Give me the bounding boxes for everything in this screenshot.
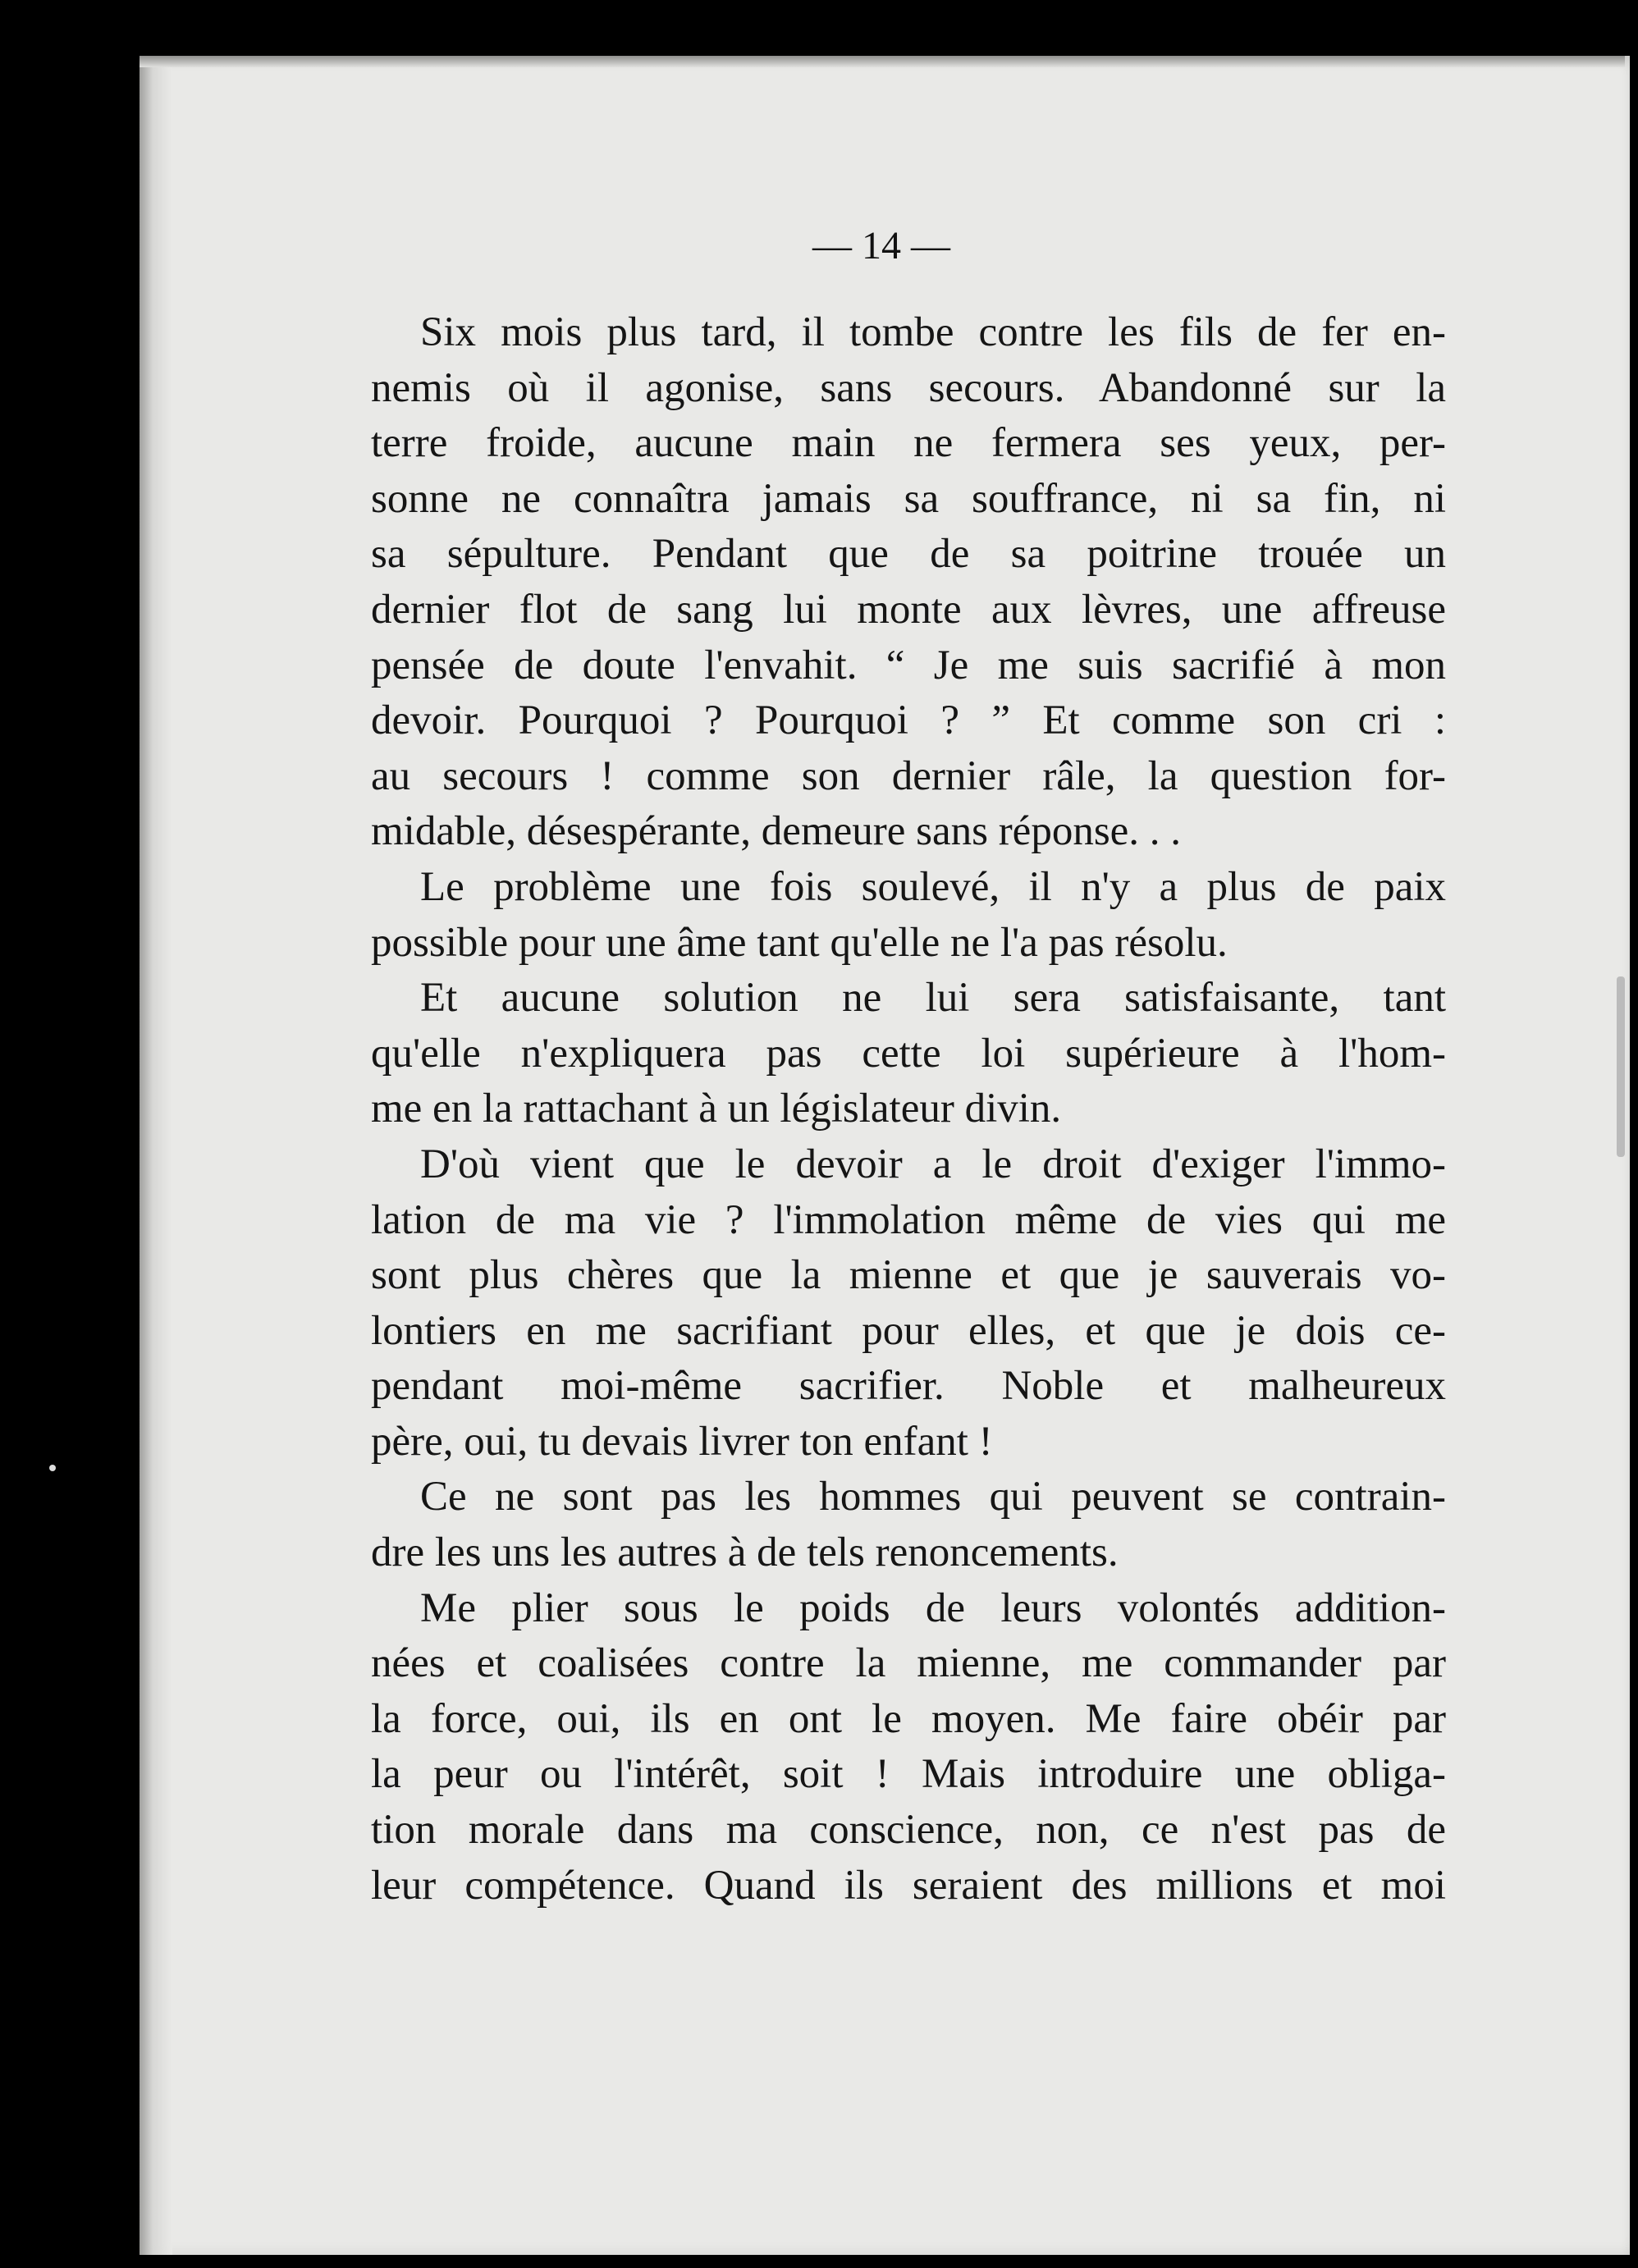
body-text — [371, 305, 1446, 1914]
page-number: — 14 — — [812, 224, 950, 267]
text-line: pendant moi-même sacrifier. Noble et malheureux — [371, 1363, 1446, 1410]
text-line: la peur ou l'intérêt, soit ! Mais introduire une obliga- — [371, 1751, 1446, 1798]
text-line: devoir. Pourquoi ? Pourquoi ? ” Et comme son cri : — [371, 697, 1446, 744]
text-line: sa sépulture. Pendant que de sa poitrine trouée un — [371, 531, 1446, 578]
text-line: pensée de doute l'envahit. “ Je me suis sacrifié à mon — [371, 642, 1446, 688]
text-line: Ce ne sont pas les hommes qui peuvent se contrain- — [420, 1474, 1446, 1520]
text-line: terre froide, aucune main ne fermera ses yeux, per- — [371, 420, 1446, 467]
scan-speck — [49, 1465, 56, 1471]
scan-speck — [1617, 976, 1625, 1157]
text-line: lontiers en me sacrifiant pour elles, et que je dois ce- — [371, 1307, 1446, 1354]
text-line: père, oui, tu devais livrer ton enfant ! — [371, 1418, 993, 1465]
text-line: midable, désespérante, demeure sans réponse. . . — [371, 808, 1182, 855]
text-line: me en la rattachant à un législateur divin. — [371, 1086, 1062, 1132]
text-line: dre les uns les autres à de tels renoncements. — [371, 1530, 1119, 1576]
text-line: tion morale dans ma conscience, non, ce n'est pas de — [371, 1807, 1446, 1854]
text-line: nées et coalisées contre la mienne, me commander par — [371, 1640, 1446, 1687]
page-top-edge — [140, 56, 1625, 67]
text-line: D'où vient que le devoir a le droit d'exiger l'immo- — [420, 1141, 1446, 1187]
text-line: sonne ne connaîtra jamais sa souffrance, ni sa fin, ni — [371, 475, 1446, 522]
text-line: qu'elle n'expliquera pas cette loi supérieure à l'hom- — [371, 1030, 1446, 1077]
text-line: Et aucune solution ne lui sera satisfaisante, tant — [420, 975, 1446, 1022]
text-line: dernier flot de sang lui monte aux lèvres, une affreuse — [371, 586, 1446, 633]
text-line: lation de ma vie ? l'immolation même de vies qui me — [371, 1196, 1446, 1243]
text-line: Me plier sous le poids de leurs volontés addition- — [420, 1584, 1446, 1631]
text-line: nemis où il agonise, sans secours. Abandonné sur la — [371, 364, 1446, 411]
text-line: au secours ! comme son dernier râle, la question for- — [371, 752, 1446, 799]
text-line: possible pour une âme tant qu'elle ne l'a pas résolu. — [371, 919, 1228, 966]
text-line: Le problème une fois soulevé, il n'y a plus de paix — [420, 863, 1446, 910]
text-line: la force, oui, ils en ont le moyen. Me faire obéir par — [371, 1695, 1446, 1742]
page-gutter-shadow — [140, 56, 172, 2255]
text-line: sont plus chères que la mienne et que je sauverais vo- — [371, 1252, 1446, 1299]
text-line: Six mois plus tard, il tombe contre les fils de fer en- — [420, 309, 1446, 355]
text-line: leur compétence. Quand ils seraient des millions et moi — [371, 1862, 1446, 1909]
